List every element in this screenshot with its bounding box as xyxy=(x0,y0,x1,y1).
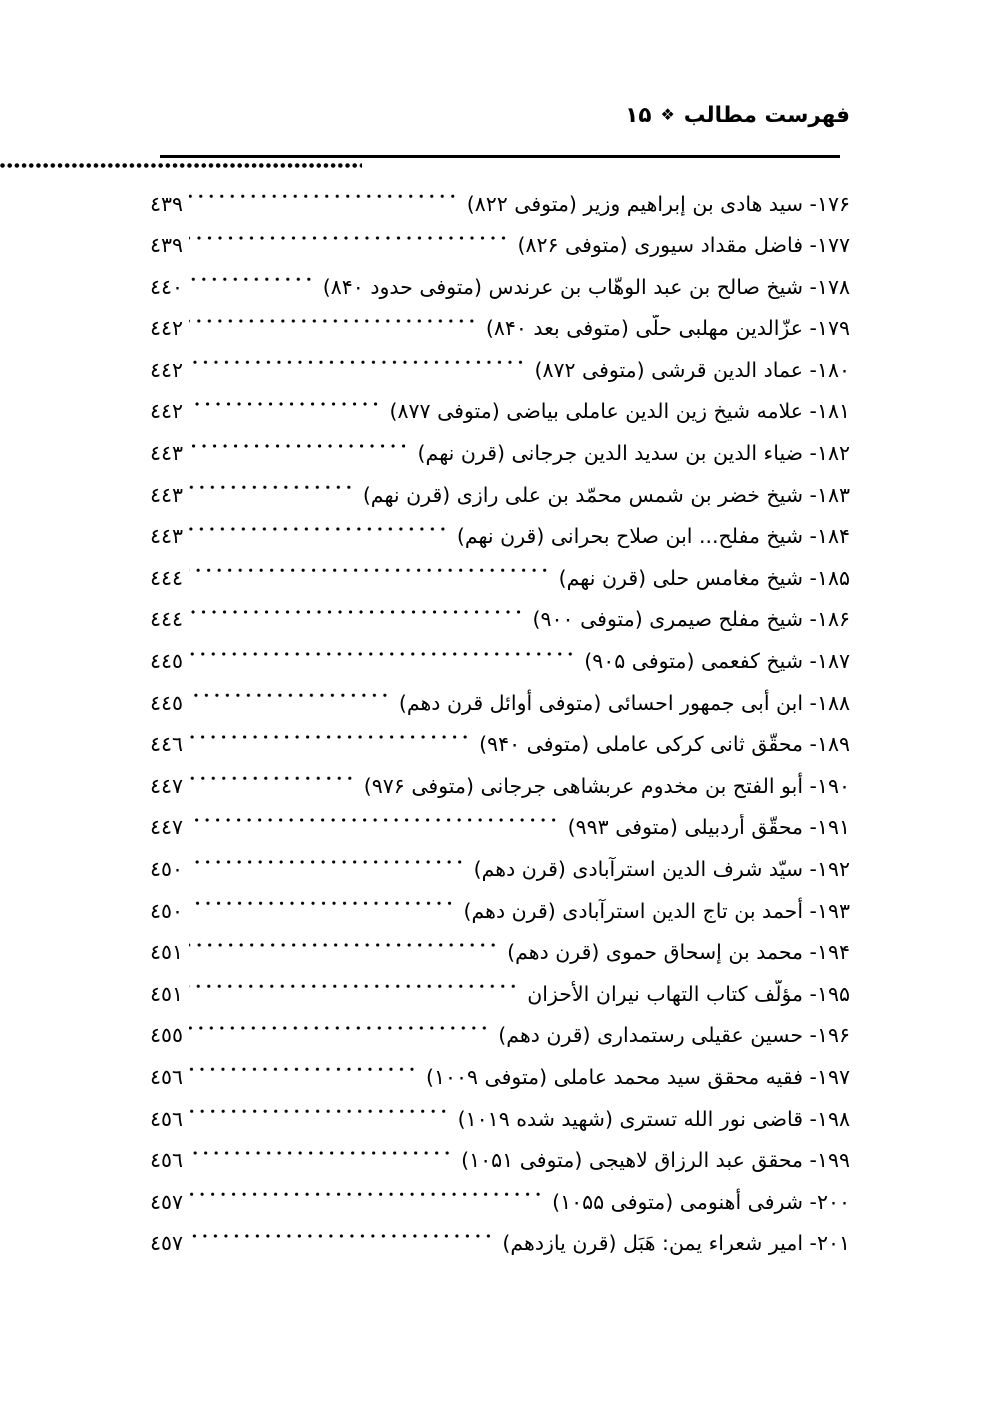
toc-leader-dots xyxy=(189,731,473,748)
toc-entry-page-number: ٤٤٣ xyxy=(150,524,184,549)
toc-entry[interactable] xyxy=(150,232,850,274)
toc-entry[interactable] xyxy=(150,1188,850,1230)
toc-leader-dots xyxy=(189,606,526,623)
toc-entry[interactable] xyxy=(150,1230,850,1272)
toc-leader-dots xyxy=(189,772,358,789)
toc-entry-page-number: ٤٥٦ xyxy=(150,1148,184,1173)
toc-entry[interactable] xyxy=(150,731,850,773)
toc-leader-dots xyxy=(189,564,553,581)
toc-entry-page-number: ٤٥١ xyxy=(150,981,184,1006)
toc-leader-dots xyxy=(189,190,461,207)
toc-leader-dots xyxy=(189,523,451,540)
toc-entry-title: ۱۹۹- محقق عبد الرزاق لاهیجی (متوفی ۱۰۵۱) xyxy=(461,1148,850,1173)
toc-entry-page-number: ٤٥٦ xyxy=(150,1064,184,1089)
toc-list xyxy=(150,190,850,1271)
toc-entry[interactable] xyxy=(150,939,850,981)
toc-entry-page-number: ٤٥٧ xyxy=(150,1231,184,1256)
toc-leader-dots xyxy=(189,273,317,290)
toc-entry[interactable] xyxy=(150,1147,850,1189)
running-head-title: فهرست مطالب xyxy=(683,103,850,128)
diamond-ornament-icon: ❖ xyxy=(660,105,675,124)
toc-leader-dots xyxy=(189,814,562,831)
toc-entry-page-number: ٤٥٠ xyxy=(150,898,184,923)
toc-entry-title: ۱۹۷- فقیه محقق سید محمد عاملی (متوفی ۱۰۰۹) xyxy=(425,1064,850,1089)
toc-entry-title: ۱۸۶- شیخ مفلح صیمری (متوفی ۹۰۰) xyxy=(532,607,850,632)
toc-entry-title: ۲۰۱- امیر شعراء یمن: هَبَل (قرن یازدهم) xyxy=(502,1231,850,1256)
toc-entry[interactable] xyxy=(150,689,850,731)
toc-entry-title: ۱۹۴- محمد بن إسحاق حموی (قرن دهم) xyxy=(507,940,850,965)
toc-leader-dots xyxy=(189,897,457,914)
toc-entry-page-number: ٤٥٥ xyxy=(150,1023,184,1048)
header-dotted-rule xyxy=(0,163,362,168)
toc-entry-page-number: ٤٤٢ xyxy=(150,357,184,382)
toc-leader-dots xyxy=(189,1063,420,1080)
toc-leader-dots xyxy=(189,939,501,956)
toc-entry-page-number: ٤٤٤ xyxy=(150,565,184,590)
toc-entry[interactable] xyxy=(150,398,850,440)
toc-entry-page-number: ٤٤٠ xyxy=(150,274,184,299)
toc-entry[interactable] xyxy=(150,856,850,898)
toc-entry[interactable] xyxy=(150,523,850,565)
toc-entry-page-number: ٤٤٢ xyxy=(150,399,184,424)
toc-entry-title: ۱۸۴- شیخ مفلح... ابن صلاح بحرانی (قرن نهم) xyxy=(456,524,850,549)
toc-entry-title: ۲۰۰- شرفی أهنومی (متوفی ۱۰۵۵) xyxy=(552,1189,850,1214)
toc-entry-page-number: ٤٣٩ xyxy=(150,191,184,216)
toc-entry-page-number: ٤٤٦ xyxy=(150,732,184,757)
toc-entry-title: ۱۷۹- عزّالدین مهلبی حلّی (متوفی بعد ۸۴۰) xyxy=(485,316,850,341)
toc-leader-dots xyxy=(189,1022,492,1039)
toc-entry-title: ۱۹۰- أبو الفتح بن مخدوم عربشاهی جرجانی (متوفی ۹۷۶) xyxy=(363,773,850,798)
toc-leader-dots xyxy=(189,1188,546,1205)
toc-entry[interactable] xyxy=(150,606,850,648)
toc-entry[interactable] xyxy=(150,772,850,814)
toc-entry[interactable] xyxy=(150,814,850,856)
toc-entry-title: ۱۹۳- أحمد بن تاج الدین استرآبادی (قرن دهم) xyxy=(463,898,850,923)
toc-entry[interactable] xyxy=(150,897,850,939)
toc-leader-dots xyxy=(189,398,383,415)
toc-entry-page-number: ٤٥١ xyxy=(150,940,184,965)
toc-leader-dots xyxy=(189,232,511,249)
toc-leader-dots xyxy=(189,1230,496,1247)
toc-leader-dots xyxy=(189,1147,455,1164)
running-head xyxy=(625,103,850,128)
toc-entry-page-number: ٤٤٥ xyxy=(150,649,184,674)
toc-entry[interactable] xyxy=(150,481,850,523)
toc-entry[interactable] xyxy=(150,564,850,606)
toc-entry-title: ۱۷۸- شیخ صالح بن عبد الوهّاب بن عرندس (متوفی حدود ۸۴۰) xyxy=(322,274,850,299)
toc-entry-title: ۱۸۳- شیخ خضر بن شمس محمّد بن علی رازی (قرن نهم) xyxy=(362,482,850,507)
toc-entry-page-number: ٤٤٧ xyxy=(150,815,184,840)
toc-entry-page-number: ٤٤٣ xyxy=(150,482,184,507)
toc-entry-title: ۱۸۲- ضیاء الدین بن سدید الدین جرجانی (قرن نهم) xyxy=(417,441,850,466)
toc-entry[interactable] xyxy=(150,980,850,1022)
toc-entry-title: ۱۸۰- عماد الدین قرشی (متوفی ۸۷۲) xyxy=(534,357,850,382)
toc-entry[interactable] xyxy=(150,190,850,232)
toc-entry-title: ۱۹۵- مؤلّف کتاب التهاب نیران الأحزان xyxy=(527,981,850,1006)
toc-entry[interactable] xyxy=(150,273,850,315)
toc-entry-title: ۱۹۶- حسین عقیلی رستمداری (قرن دهم) xyxy=(498,1023,850,1048)
toc-leader-dots xyxy=(189,856,468,873)
toc-entry-title: ۱۹۱- محقّق أردبیلی (متوفی ۹۹۳) xyxy=(567,815,850,840)
toc-leader-dots xyxy=(189,689,393,706)
toc-entry-page-number: ٤٤٧ xyxy=(150,773,184,798)
header-solid-rule xyxy=(160,155,840,158)
toc-leader-dots xyxy=(189,1105,452,1122)
toc-entry[interactable] xyxy=(150,648,850,690)
toc-leader-dots xyxy=(189,440,412,457)
toc-entry-page-number: ٤٥٧ xyxy=(150,1189,184,1214)
toc-leader-dots xyxy=(189,481,357,498)
toc-entry-title: ۱۸۹- محقّق ثانی کرکی عاملی (متوفی ۹۴۰) xyxy=(479,732,850,757)
toc-entry-page-number: ٤٤٥ xyxy=(150,690,184,715)
toc-entry-page-number: ٤٥٦ xyxy=(150,1106,184,1131)
toc-entry-title: ۱۷۷- فاضل مقداد سیوری (متوفی ۸۲۶) xyxy=(517,233,850,258)
toc-entry-page-number: ٤٣٩ xyxy=(150,233,184,258)
toc-entry-title: ۱۸۵- شیخ مغامس حلی (قرن نهم) xyxy=(558,565,850,590)
toc-entry-page-number: ٤٤٤ xyxy=(150,607,184,632)
toc-entry-title: ۱۷۶- سید هادی بن إبراهیم وزیر (متوفی ۸۲۲) xyxy=(466,191,850,216)
page-folio-number: ۱۵ xyxy=(625,103,652,128)
toc-leader-dots xyxy=(189,315,480,332)
toc-leader-dots xyxy=(189,648,578,665)
toc-entry[interactable] xyxy=(150,356,850,398)
toc-entry[interactable] xyxy=(150,1022,850,1064)
toc-entry[interactable] xyxy=(150,1105,850,1147)
toc-entry[interactable] xyxy=(150,315,850,357)
toc-leader-dots xyxy=(189,980,521,997)
toc-entry[interactable] xyxy=(150,440,850,482)
toc-entry-title: ۱۸۱- علامه شیخ زین الدین عاملی بیاضی (متوفی ۸۷۷) xyxy=(389,399,850,424)
toc-entry-title: ۱۸۸- ابن أبی جمهور احسائی (متوفی أوائل قرن دهم) xyxy=(398,690,850,715)
toc-entry-title: ۱۹۸- قاضی نور الله تستری (شهید شده ۱۰۱۹) xyxy=(457,1106,850,1131)
toc-entry-title: ۱۹۲- سیّد شرف الدین استرآبادی (قرن دهم) xyxy=(473,857,850,881)
toc-entry-title: ۱۸۷- شیخ کفعمی (متوفی ۹۰۵) xyxy=(584,649,850,674)
toc-entry-page-number: ٤٤٢ xyxy=(150,316,184,341)
toc-entry[interactable] xyxy=(150,1063,850,1105)
toc-entry-page-number: ٤٥٠ xyxy=(150,857,184,881)
toc-leader-dots xyxy=(189,356,528,373)
toc-entry-page-number: ٤٤٣ xyxy=(150,441,184,466)
